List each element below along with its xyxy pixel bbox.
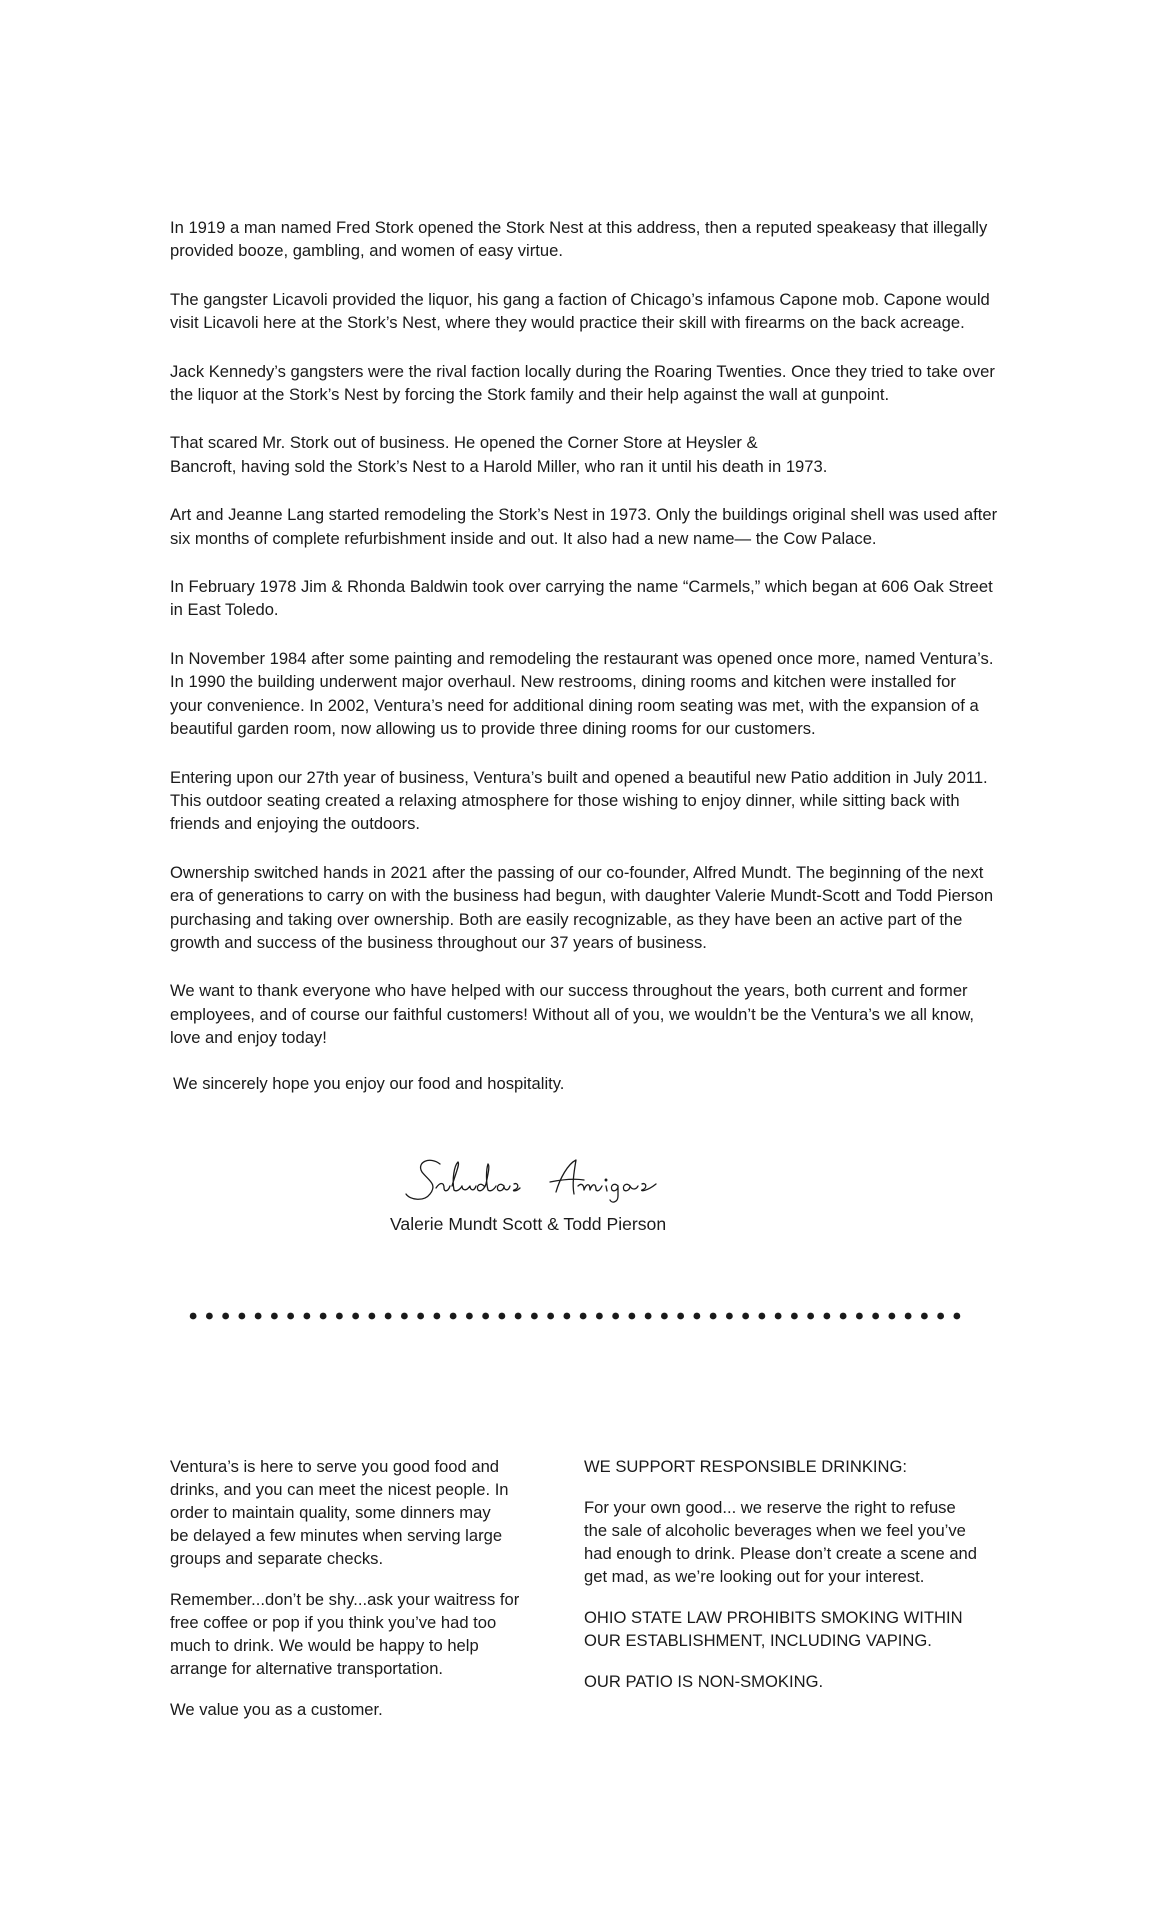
divider-dot — [271, 1313, 278, 1320]
history-paragraph: Jack Kennedy’s gangsters were the rival faction locally during the Roaring Twenties. Once they tried to take over the liquor at the Stork’s Nest by forcing the Stork family and their help against the wall at gunpoint. — [170, 361, 995, 405]
divider-dot — [726, 1313, 733, 1320]
divider-dot — [872, 1313, 879, 1320]
dot-divider — [185, 1309, 965, 1323]
closing-line: We sincerely hope you enjoy our food and hospitality. — [173, 1074, 565, 1093]
history-paragraph: That scared Mr. Stork out of business. He opened the Corner Store at Heysler & Bancroft, having sold the Stork’s Nest to a Harold Miller, who ran it until his death in 1973. — [170, 433, 828, 476]
divider-dot — [352, 1313, 359, 1320]
divider-dot — [336, 1313, 343, 1320]
divider-dot — [320, 1313, 327, 1320]
divider-dot — [840, 1313, 847, 1320]
signers-names: Valerie Mundt Scott & Todd Pierson — [390, 1214, 667, 1234]
divider-dot — [206, 1313, 213, 1320]
divider-dot — [888, 1313, 895, 1320]
divider-dot — [303, 1313, 310, 1320]
divider-dot — [287, 1313, 294, 1320]
divider-dot — [905, 1313, 912, 1320]
divider-dot — [368, 1313, 375, 1320]
left-paragraph: Remember...don’t be shy...ask your waitress for free coffee or pop if you think you’ve had too much to drink. We would be happy to help arrange for alternative transportation. — [170, 1590, 520, 1678]
divider-dot — [677, 1313, 684, 1320]
divider-dot — [498, 1313, 505, 1320]
divider-dot — [612, 1313, 619, 1320]
history-paragraph: In 1919 a man named Fred Stork opened the Stork Nest at this address, then a reputed speakeasy that illegally provided booze, gambling, and women of easy virtue. — [170, 218, 988, 261]
divider-dot — [645, 1313, 652, 1320]
divider-dot — [450, 1313, 457, 1320]
divider-dot — [222, 1313, 229, 1320]
divider-dot — [791, 1313, 798, 1320]
divider-dot — [580, 1313, 587, 1320]
divider-dot — [628, 1313, 635, 1320]
history-paragraph: Ownership switched hands in 2021 after the passing of our co-founder, Alfred Mundt. The beginning of the next era of generations to carry on with the business had begun, with daughter Valerie Mundt-Scott and Todd Pierson purchasing and taking over ownership. Both are easily recognizable, as they have been an active part of the growth and success of the business throughout our 37 years of business. — [170, 862, 994, 952]
divider-dot — [661, 1313, 668, 1320]
divider-dot — [775, 1313, 782, 1320]
divider-dot — [466, 1313, 473, 1320]
divider-dot — [710, 1313, 717, 1320]
history-paragraph: Art and Jeanne Lang started remodeling the Stork’s Nest in 1973. Only the buildings original shell was used after six months of complete refurbishment inside and out. It also had a new name— the Cow Palace. — [170, 505, 998, 548]
divider-dot — [433, 1313, 440, 1320]
left-info-column — [170, 1455, 550, 1739]
left-paragraph: Ventura’s is here to serve you good food and drinks, and you can meet the nicest people. In order to maintain quality, some dinners may be delayed a few minutes when serving large groups and separate checks. — [170, 1457, 509, 1568]
history-paragraph: In November 1984 after some painting and remodeling the restaurant was opened once more, named Ventura’s. In 1990 the building underwent major overhaul. New restrooms, dining rooms and kitchen were installed for your convenience. In 2002, Ventura’s need for additional dining room seating was met, with the expansion of a beautiful garden room, now allowing us to provide three dining rooms for our customers. — [170, 648, 994, 739]
history-section — [170, 216, 1050, 1075]
divider-dot — [742, 1313, 749, 1320]
history-paragraph: We want to thank everyone who have helped with our success throughout the years, both current and former employees, and of course our faithful customers! Without all of you, we wouldn’t be the Ventura’s we all know, love and enjoy today! — [170, 981, 975, 1048]
divider-dot — [238, 1313, 245, 1320]
divider-dot — [856, 1313, 863, 1320]
history-paragraph: Entering upon our 27th year of business, Ventura’s built and opened a beautiful new Patio addition in July 2011. This outdoor seating created a relaxing atmosphere for those wishing to enjoy dinner, while sitting back with friends and enjoying the outdoors. — [170, 767, 988, 834]
history-paragraph: The gangster Licavoli provided the liquor, his gang a faction of Chicago’s infamous Capone mob. Capone would visit Licavoli here at the Stork’s Nest, where they would practice their skill with firearms on the back acreage. — [170, 289, 990, 333]
divider-dot — [515, 1313, 522, 1320]
divider-dot — [417, 1313, 424, 1320]
history-paragraph: In February 1978 Jim & Rhonda Baldwin took over carrying the name “Carmels,” which began at 606 Oak Street in East Toledo. — [170, 577, 993, 620]
divider-dot — [190, 1313, 197, 1320]
divider-dot — [531, 1313, 538, 1320]
divider-dot — [385, 1313, 392, 1320]
divider-dot — [921, 1313, 928, 1320]
divider-dot — [807, 1313, 814, 1320]
divider-dot — [693, 1313, 700, 1320]
divider-dot — [547, 1313, 554, 1320]
divider-dot — [953, 1313, 960, 1320]
divider-dot — [823, 1313, 830, 1320]
right-info-column — [584, 1455, 1024, 1711]
left-paragraph: We value you as a customer. — [170, 1700, 383, 1719]
right-paragraph: For your own good... we reserve the right to refuse the sale of alcoholic beverages when we feel you’ve had enough to drink. Please don’t create a scene and get mad, as we’re looking out for your interest. — [584, 1498, 977, 1586]
right-paragraph: OUR PATIO IS NON-SMOKING. — [584, 1672, 824, 1691]
signature-saludos-amigos — [400, 1150, 700, 1210]
divider-dot — [482, 1313, 489, 1320]
divider-dot — [255, 1313, 262, 1320]
right-paragraph: OHIO STATE LAW PROHIBITS SMOKING WITHIN OUR ESTABLISHMENT, INCLUDING VAPING. — [584, 1608, 963, 1650]
divider-dot — [563, 1313, 570, 1320]
divider-dot — [596, 1313, 603, 1320]
divider-dot — [937, 1313, 944, 1320]
right-heading: WE SUPPORT RESPONSIBLE DRINKING: — [584, 1457, 908, 1476]
divider-dot — [401, 1313, 408, 1320]
divider-dot — [758, 1313, 765, 1320]
